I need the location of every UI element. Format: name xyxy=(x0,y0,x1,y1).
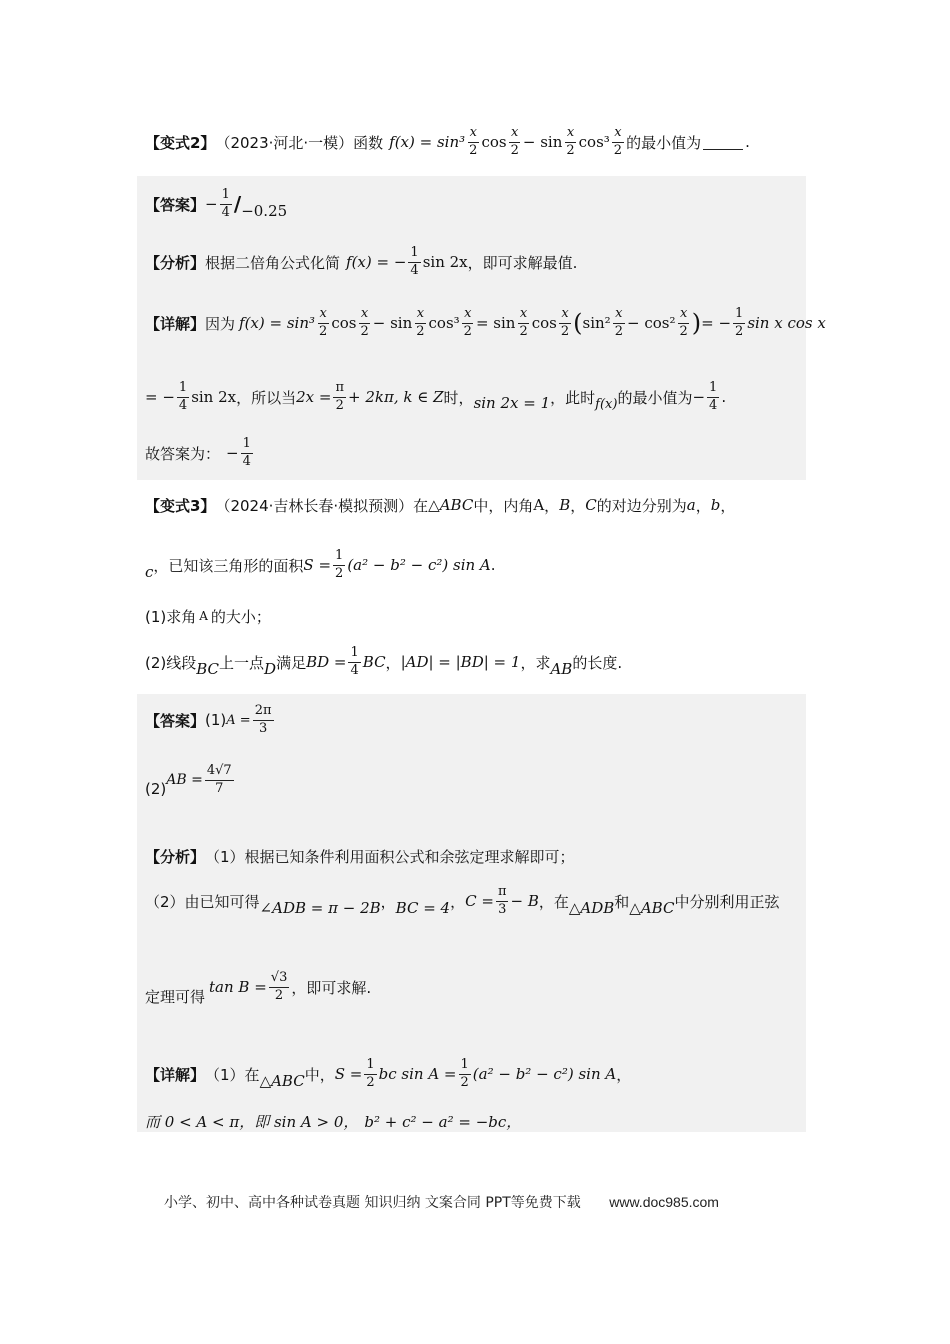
result-eq: = − xyxy=(145,388,175,406)
variant2-detail-line1 xyxy=(145,300,826,346)
comma: ， xyxy=(695,496,711,515)
cos-term: cos xyxy=(331,314,357,332)
variant2-analysis xyxy=(145,240,808,284)
fraction-one-half: $\frac{1}{2}$ xyxy=(366,1056,375,1090)
detail-text: 的最小值为 xyxy=(617,388,693,407)
area-s: S = xyxy=(303,556,332,574)
answer-tag: 【答案】 xyxy=(145,711,206,730)
sin-squared-term: sin² xyxy=(582,314,611,332)
side-b: b xyxy=(710,496,721,514)
question-2-text: 满足 xyxy=(276,653,307,672)
fraction-x-over-2: $\frac{x}{2}$ xyxy=(519,305,528,339)
answer-part-1: (1) xyxy=(205,711,227,729)
abs-equation: |AD| = |BD| = 1 xyxy=(400,653,521,671)
question-2-text: 上一点 xyxy=(219,653,265,672)
analysis-text-end: ，即可求解. xyxy=(291,978,372,997)
fraction-one-fourth: $\frac{1}{4}$ xyxy=(178,379,188,413)
area-s: S = xyxy=(334,1065,363,1083)
detail-text: （1）在 xyxy=(205,1065,260,1084)
variant3-answer-1 xyxy=(145,698,808,742)
fraction-pi-over-2: $\frac{\pi}{2}$ xyxy=(335,379,345,413)
analysis-text: 和 xyxy=(614,892,630,911)
result-eq: = − xyxy=(701,314,732,332)
angle-b: B xyxy=(559,496,571,514)
fraction-pi-over-3: $\frac{\pi}{3}$ xyxy=(497,883,507,917)
question-text: ，已知该三角形的面积 xyxy=(153,556,304,575)
answer-decimal: −0.25 xyxy=(241,202,288,220)
question-2-text: (2)线段 xyxy=(145,653,197,672)
segment-bd: BD = xyxy=(306,653,347,671)
detail-text: 时， xyxy=(443,388,474,407)
fraction-x-over-2: $\frac{x}{2}$ xyxy=(679,305,688,339)
cos-term: cos xyxy=(531,314,557,332)
fraction-x-over-2: $\frac{x}{2}$ xyxy=(469,124,478,158)
detail-tag: 【详解】 xyxy=(145,1065,206,1084)
question-text: 中，内角 xyxy=(473,496,534,515)
segment-ab: AB xyxy=(550,660,573,678)
variant2-detail-line2 xyxy=(145,374,808,420)
fraction-ab-value: $\frac{4√7}{7}$ xyxy=(206,762,232,796)
variant3-source: （2024·吉林长春·模拟预测）在 xyxy=(215,496,429,515)
detail-text: 而 0 < A < π，即 sin A > 0， xyxy=(145,1112,359,1131)
area-expression: (a² − b² − c²) sin A xyxy=(347,556,491,574)
fraction-one-fourth: $\frac{1}{4}$ xyxy=(709,379,718,413)
variant3-q1 xyxy=(145,602,808,630)
left-paren: ( xyxy=(573,309,583,337)
comma: ， xyxy=(385,653,401,672)
variant3-q2 xyxy=(145,640,808,684)
analysis-text: 根据二倍角公式化简 xyxy=(205,253,341,272)
fraction-one-fourth: $\frac{1}{4}$ xyxy=(410,244,419,278)
analysis-tag: 【分析】 xyxy=(145,847,206,866)
detail-tag: 【详解】 xyxy=(145,314,206,333)
variant3-analysis-3 xyxy=(145,962,808,1012)
variant2-fx: f(x) = sin³ xyxy=(389,133,466,151)
variant2-tag: 【变式2】 xyxy=(145,133,216,152)
sin2x-term: sin 2x xyxy=(422,253,468,271)
question-2-text: ，求 xyxy=(520,653,551,672)
comma: ， xyxy=(380,892,396,911)
fraction-x-over-2: $\frac{x}{2}$ xyxy=(614,305,623,339)
slash: / xyxy=(233,192,242,216)
fraction-one-fourth: $\frac{1}{4}$ xyxy=(350,644,359,678)
triangle-abc: △ABC xyxy=(428,496,474,514)
angle-adb-eq: ∠ADB = π − 2B xyxy=(259,899,381,917)
variant3-analysis-1 xyxy=(145,842,808,870)
sin-term: − sin xyxy=(372,314,413,332)
detail-text: ，所以当 xyxy=(236,388,297,407)
detail-text: ，此时 xyxy=(550,388,596,407)
question-1-text: (1)求角 xyxy=(145,607,197,626)
right-paren: ) xyxy=(691,309,702,337)
triangle-abc: △ABC xyxy=(259,1072,305,1090)
fraction-x-over-2: $\frac{x}{2}$ xyxy=(463,305,472,339)
footer xyxy=(164,1192,719,1212)
detail-text: 中， xyxy=(304,1065,335,1084)
footer-text: 小学、初中、高中各种试卷真题 知识归纳 文案合同 PPT等免费下载 xyxy=(164,1195,581,1211)
variant2-final xyxy=(145,432,808,474)
period: . xyxy=(721,388,727,406)
sin-term: − sin xyxy=(522,133,563,151)
area-expression: (a² − b² − c²) sin A xyxy=(472,1065,617,1083)
fraction-x-over-2: $\frac{x}{2}$ xyxy=(510,124,519,158)
fraction-x-over-2: $\frac{x}{2}$ xyxy=(319,305,328,339)
analysis-text: ，在 xyxy=(538,892,569,911)
ab-equals: AB = xyxy=(166,772,203,788)
sinxcosx-term: sin x cos x xyxy=(747,314,826,332)
bc-sin-a: bc sin A = xyxy=(378,1065,457,1083)
final-answer-label: 故答案为： xyxy=(145,444,221,463)
variant2-answer xyxy=(145,182,808,226)
side-c: c xyxy=(145,563,154,581)
cos-squared-term: − cos² xyxy=(626,314,676,332)
fx-term: f(x) xyxy=(595,396,618,412)
footer-url[interactable]: www.doc985.com xyxy=(609,1194,719,1210)
fraction-one-half: $\frac{1}{2}$ xyxy=(735,305,744,339)
variant3-detail-2 xyxy=(145,1108,808,1134)
segment-bc: BC xyxy=(196,660,220,678)
variant3-tag: 【变式3】 xyxy=(145,496,216,515)
cosine-relation: b² + c² − a² = −bc， xyxy=(364,1112,522,1131)
cos-cubed-term: cos³ xyxy=(428,314,460,332)
comma: ， xyxy=(570,496,586,515)
fraction-x-over-2: $\frac{x}{2}$ xyxy=(560,305,570,339)
variant2-source: （2023·河北·一模）函数 xyxy=(215,133,384,152)
fraction-2pi-over-3: $\frac{2\pi}{3}$ xyxy=(254,702,272,736)
sin-term: = sin xyxy=(475,314,516,332)
variant3-answer-2 xyxy=(145,756,808,804)
comma: ， xyxy=(544,496,560,515)
analysis-text: 中分别利用正弦 xyxy=(674,892,780,911)
variant2-end: . xyxy=(745,133,750,151)
fraction-x-over-2: $\frac{x}{2}$ xyxy=(360,305,369,339)
condition-term: 2x = xyxy=(296,388,332,406)
fraction-x-over-2: $\frac{x}{2}$ xyxy=(613,124,623,158)
tan-b-equals: tan B = xyxy=(209,978,267,996)
question-2-tail: 的长度. xyxy=(572,653,623,672)
fraction-one-half: $\frac{1}{2}$ xyxy=(335,547,344,581)
angle-a: A xyxy=(199,609,208,623)
answer-tag: 【答案】 xyxy=(145,195,206,214)
comma: ， xyxy=(616,1065,632,1084)
variant3-detail-1 xyxy=(145,1052,808,1096)
fraction-one-half: $\frac{1}{2}$ xyxy=(460,1056,469,1090)
side-a: a xyxy=(686,496,696,514)
cos-term: cos xyxy=(481,133,507,151)
fx-term: f(x) = sin³ xyxy=(239,314,316,332)
analysis-tag: 【分析】 xyxy=(145,253,206,272)
question-text: 的对边分别为 xyxy=(596,496,687,515)
segment-bc: BC xyxy=(362,653,386,671)
minus-b: − B xyxy=(510,892,539,910)
analysis-text: （2）由已知可得 xyxy=(145,892,260,911)
angle-a: A xyxy=(533,496,545,514)
comma: ， xyxy=(720,496,736,515)
fraction-one-fourth: $\frac{1}{4}$ xyxy=(221,186,230,220)
fraction-x-over-2: $\frac{x}{2}$ xyxy=(416,305,425,339)
triangle-abc: △ABC xyxy=(629,899,675,917)
answer-part-2: (2) xyxy=(145,780,167,798)
analysis-text: （1）根据已知条件利用面积公式和余弦定理求解即可； xyxy=(205,847,575,866)
variant2-tail: 的最小值为 xyxy=(626,133,702,152)
triangle-adb: △ADB xyxy=(568,899,615,917)
fraction-x-over-2: $\frac{x}{2}$ xyxy=(566,124,575,158)
neg-sign: − xyxy=(692,388,706,406)
analysis-text: 定理可得 xyxy=(145,987,206,1006)
variant3-question-line1 xyxy=(145,490,808,520)
question-1-tail: 的大小； xyxy=(210,607,271,626)
bc-equals-4: BC = 4 xyxy=(395,899,451,917)
fraction-sqrt3-over-2: $\frac{√3}{2}$ xyxy=(270,969,288,1003)
angle-c: C xyxy=(585,496,597,514)
sin2x-term: sin 2x xyxy=(191,388,237,406)
fx-expression: f(x) = − xyxy=(346,253,407,271)
detail-text: 因为 xyxy=(205,314,236,333)
variant3-question-line2 xyxy=(145,544,808,586)
answer-blank xyxy=(703,135,743,150)
angle-a-equals: A = xyxy=(226,712,251,728)
angle-c-equals: C = xyxy=(465,892,494,910)
sin2x-equals-one: sin 2x = 1 xyxy=(473,394,551,412)
neg-sign: − xyxy=(226,444,239,462)
condition-tail: + 2kπ, k ∈ Z xyxy=(348,388,444,406)
period: . xyxy=(490,556,496,574)
point-d: D xyxy=(264,660,277,678)
analysis-text-end: ，即可求解最值. xyxy=(467,253,578,272)
variant3-analysis-2 xyxy=(145,878,808,924)
cos-cubed-term: cos³ xyxy=(578,133,610,151)
variant2-question xyxy=(145,122,808,162)
fraction-one-fourth: $\frac{1}{4}$ xyxy=(242,435,251,469)
neg-sign: − xyxy=(205,195,218,213)
comma: ， xyxy=(450,892,466,911)
